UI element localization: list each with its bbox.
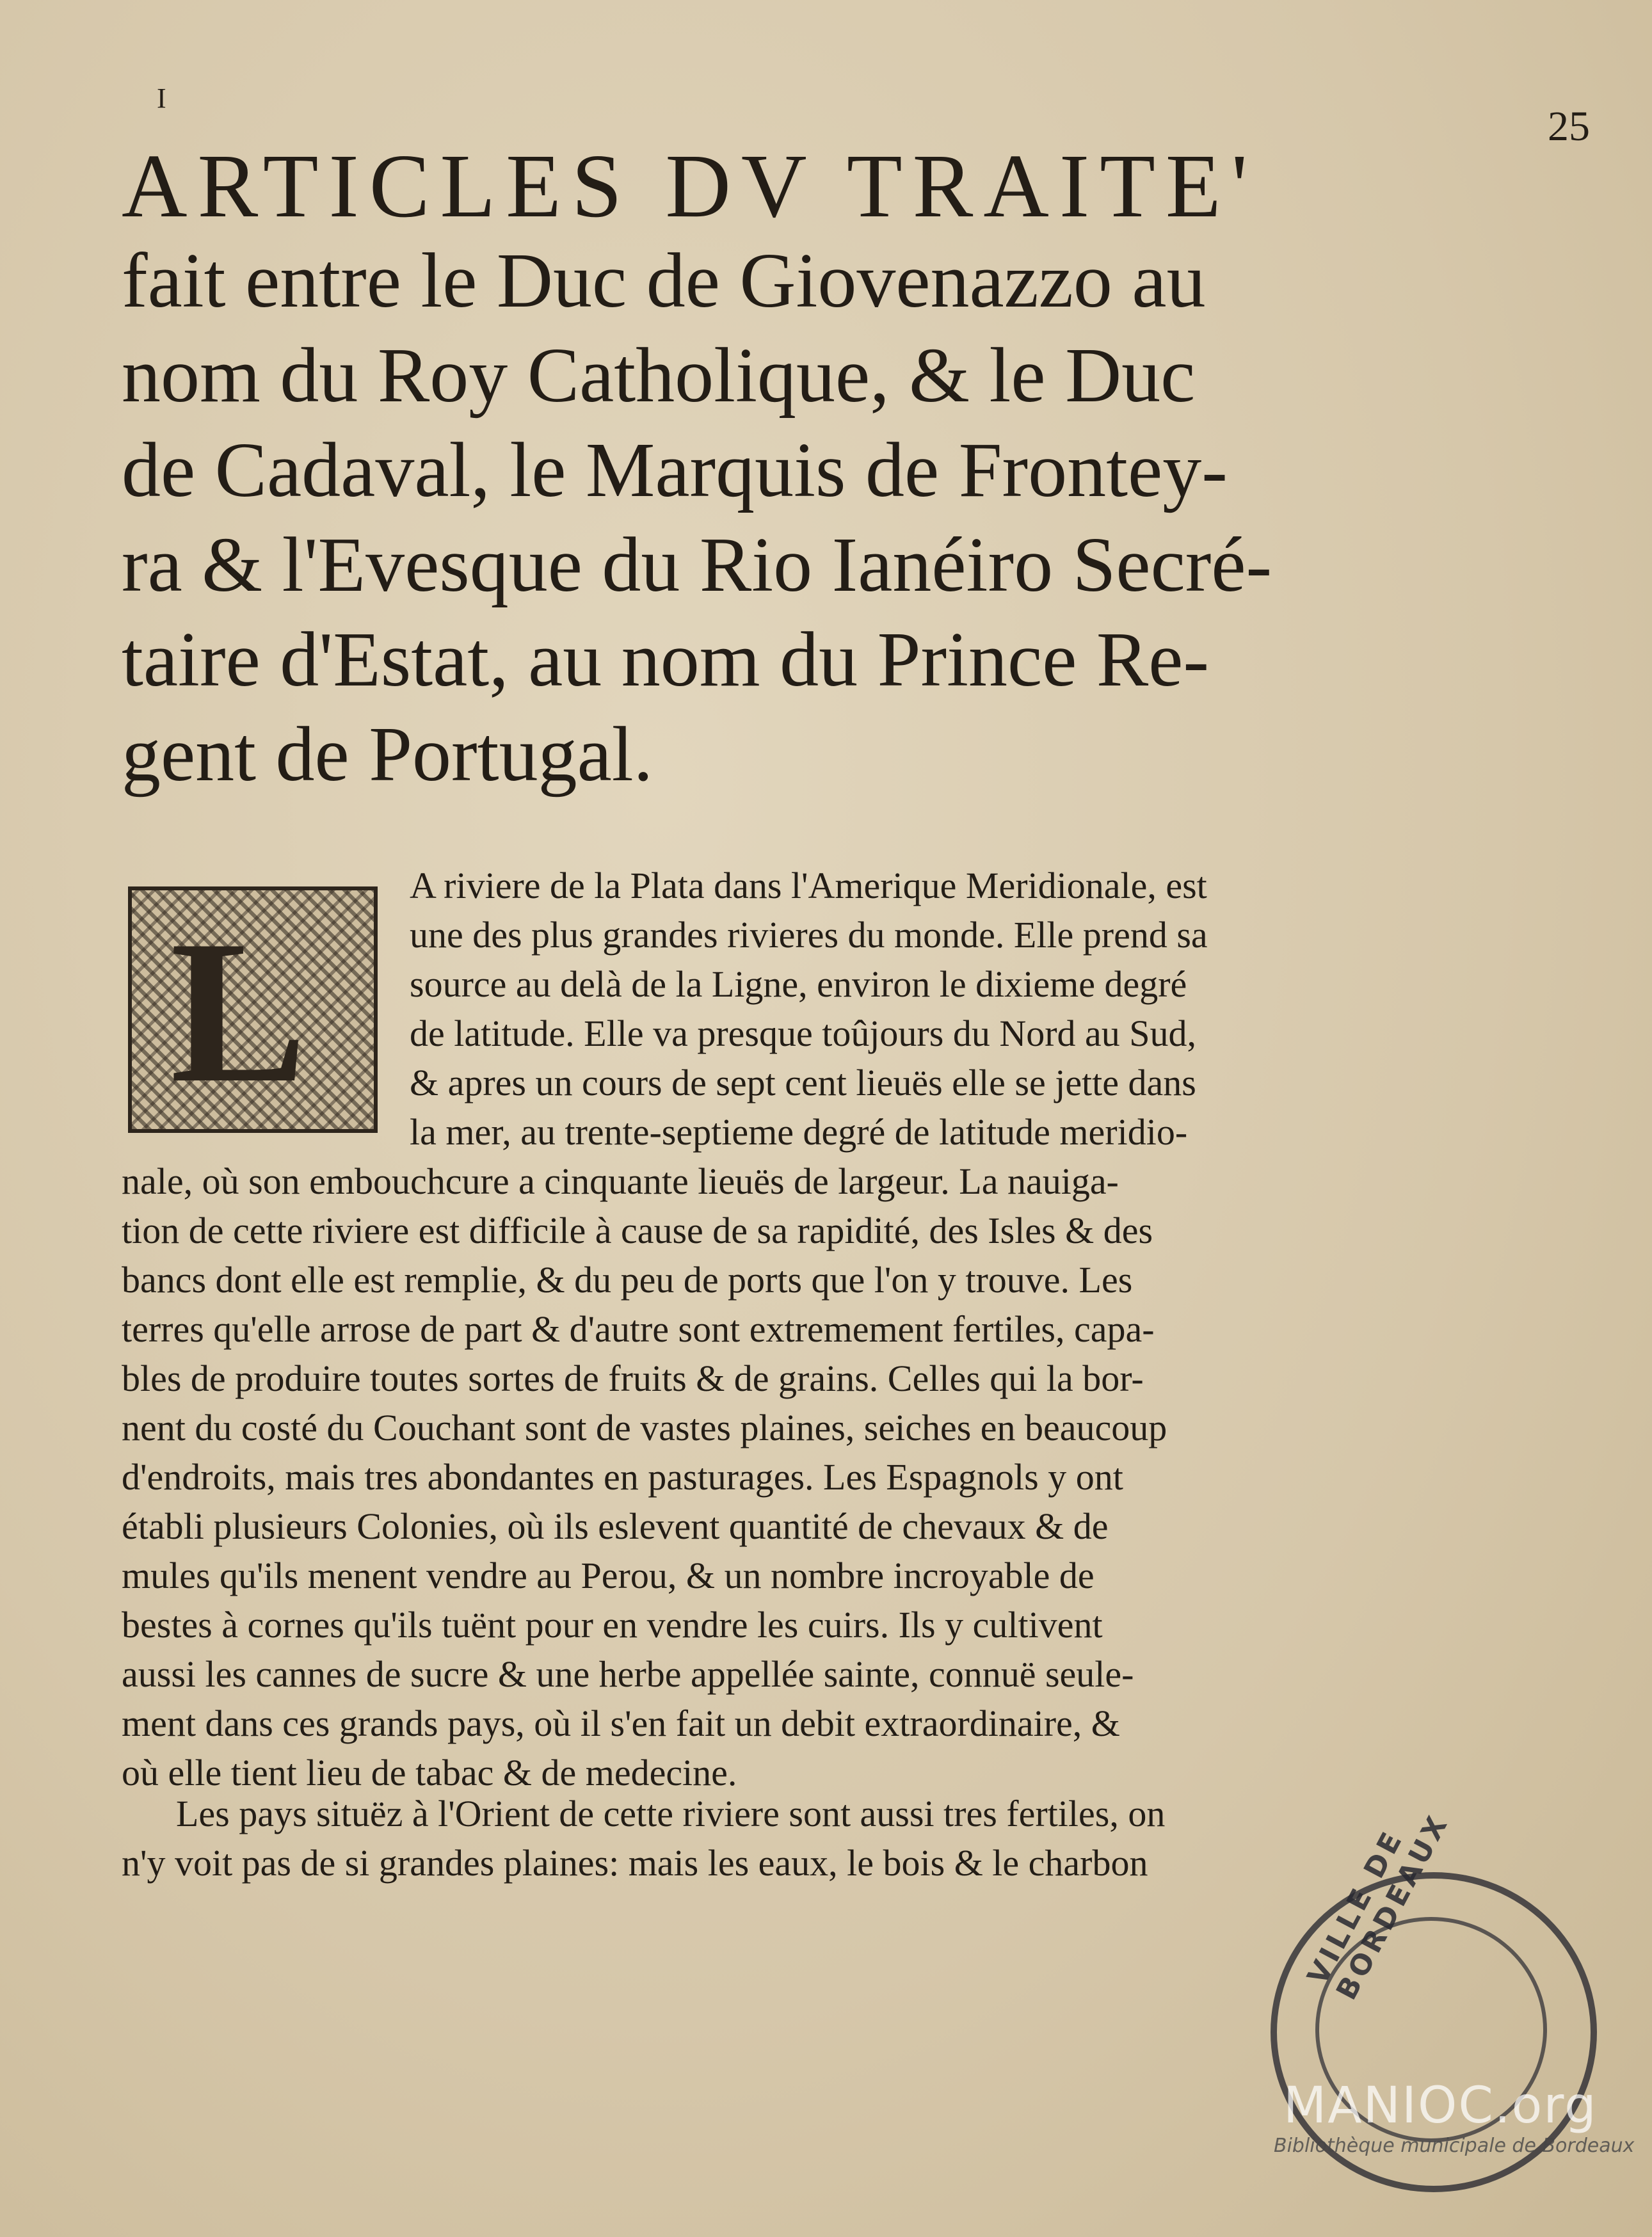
text-line: & apres un cours de sept cent lieuës elle se jette dans [410,1062,1196,1103]
text-line: source au delà de la Ligne, environ le dixieme degré [410,963,1187,1005]
text-line: mules qu'ils menent vendre au Perou, & un nombre incroyable de [122,1555,1095,1596]
page-number: 25 [1548,103,1590,150]
signature-mark: I [157,83,166,114]
title-line: ra & l'Evesque du Rio Ianéiro Secré- [122,522,1272,608]
text-line: la mer, au trente-septieme degré de latitude meridio- [410,1111,1188,1153]
text-line: bancs dont elle est remplie, & du peu de ports que l'on y trouve. Les [122,1259,1133,1301]
text-line: aussi les cannes de sucre & une herbe appellée sainte, connuë seule- [122,1653,1134,1695]
title-line: de Cadaval, le Marquis de Frontey- [122,427,1228,513]
text-line: bles de produire toutes sortes de fruits & de grains. Celles qui la bor- [122,1358,1144,1399]
title-line: gent de Portugal. [122,711,654,798]
drop-cap-letter: L [170,899,307,1125]
text-line: bestes à cornes qu'ils tuënt pour en vendre les cuirs. Ils y cultivent [122,1604,1103,1646]
text-line: nale, où son embouchcure a cinquante lieuës de largeur. La nauiga- [122,1160,1119,1202]
text-line: d'endroits, mais tres abondantes en pasturages. Les Espagnols y ont [122,1456,1123,1498]
text-line: ment dans ces grands pays, où il s'en fait un debit extraordinaire, & [122,1703,1120,1744]
document-title [122,135,1351,802]
paragraph-2 [122,1789,1341,1888]
paragraph-1 [122,861,1341,1797]
title-line: nom du Roy Catholique, & le Duc [122,332,1196,419]
title-line: fait entre le Duc de Giovenazzo au [122,237,1206,324]
watermark-source: Bibliothèque municipale de Bordeaux [1274,2135,1635,2157]
text-line: de latitude. Elle va presque toûjours du Nord au Sud, [410,1013,1197,1054]
text-line: tion de cette riviere est difficile à cause de sa rapidité, des Isles & des [122,1210,1153,1251]
text-line: terres qu'elle arrose de part & d'autre sont extremement fertiles, capa- [122,1308,1155,1350]
title-caps-line: ARTICLES DV TRAITE' [122,135,1258,236]
text-line: établi plusieurs Colonies, où ils eslevent quantité de chevaux & de [122,1505,1109,1547]
title-line: taire d'Estat, au nom du Prince Re- [122,616,1210,703]
manioc-watermark: MANIOC.org [1283,2077,1598,2135]
stamp-text: VILLE DE BORDEAUX [1301,1808,1456,2005]
text-line: une des plus grandes rivieres du monde. Elle prend sa [410,914,1208,956]
text-line: n'y voit pas de si grandes plaines: mais les eaux, le bois & le charbon [122,1842,1148,1884]
text-line: nent du costé du Couchant sont de vastes plaines, seiches en beaucoup [122,1407,1167,1448]
text-line: où elle tient lieu de tabac & de medecine. [122,1752,737,1793]
text-line: A riviere de la Plata dans l'Amerique Meridionale, est [410,865,1207,906]
text-line: Les pays situëz à l'Orient de cette riviere sont aussi tres fertiles, on [176,1793,1166,1834]
